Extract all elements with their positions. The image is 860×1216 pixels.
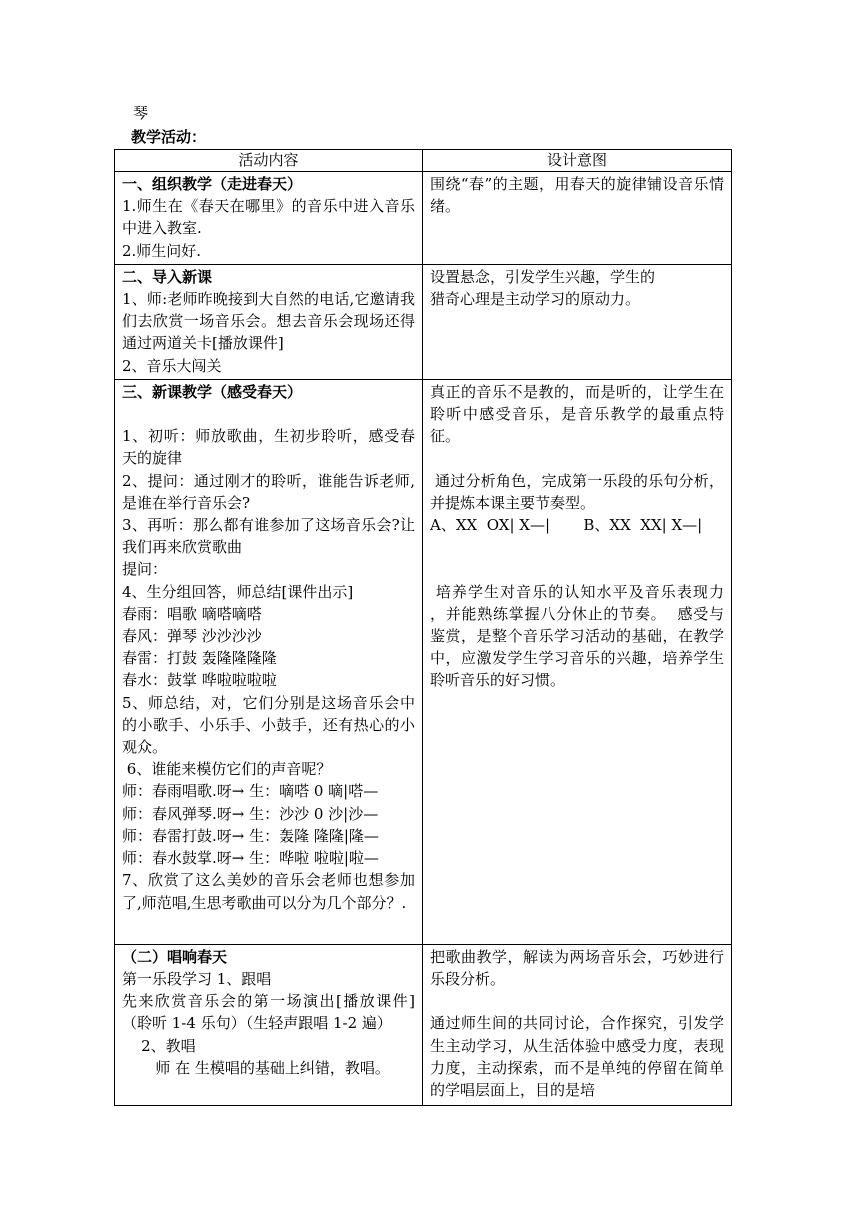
text-line: 春雷：打鼓 轰隆隆隆隆 <box>122 649 277 668</box>
section-heading: 教学活动： <box>131 128 207 146</box>
text-line <box>430 447 724 469</box>
text-line: 围绕“春”的主题，用春天的旋律铺设音乐情绪。 <box>430 175 724 216</box>
text-line <box>122 403 415 425</box>
section-title: （二）唱响春天 <box>122 947 228 966</box>
text-line <box>430 558 724 580</box>
table-header-row <box>115 150 732 172</box>
text-line: 真正的音乐不是教的，而是听的，让学生在聆听中感受音乐，是音乐教学的最重点特征。 <box>430 382 724 446</box>
text-line: A、XX OX| X—| B、XX XX| X—| <box>430 516 703 535</box>
text-line: 通过分析角色，完成第一乐段的乐句分析，并提炼本课主要节奏型。 <box>430 471 724 512</box>
text-line: 3、再听：那么都有谁参加了这场音乐会?让我们再来欣赏歌曲 <box>122 516 415 557</box>
text-line: 培养学生对音乐的认知水平及音乐表现力 ，并能熟练掌握八分休止的节奏。 感受与鉴赏，是整个音乐学习活动的基础，在教学中，应激发学生学习音乐的兴趣，培养学生聆听音乐的好习惯。 <box>430 582 729 690</box>
text-line: 春水：鼓掌 哗啦啦啦啦 <box>122 671 277 690</box>
section-title: 三、新课教学（感受春天） <box>122 382 303 401</box>
text-line: 春风：弹琴 沙沙沙沙 <box>122 627 262 646</box>
text-line: 1、师:老师昨晚接到大自然的电话,它邀请我们去欣赏一场音乐会。想去音乐会现场还得通过两道关卡[播放课件] <box>122 290 415 353</box>
text-line: 6、谁能来模仿它们的声音呢？ <box>122 760 332 779</box>
activity-content-cell <box>115 379 423 944</box>
text-line: 2.师生问好. <box>122 241 202 260</box>
activity-content-cell <box>115 264 423 379</box>
text-line: 师：春雷打鼓.呀→ 生：轰隆 隆隆|隆— <box>122 826 379 845</box>
text-line <box>430 536 724 558</box>
table-row <box>115 379 732 944</box>
teaching-activities-table <box>114 149 732 1106</box>
design-intent-cell <box>423 379 732 944</box>
text-line: 2、教唱 <box>122 1036 196 1055</box>
table-row <box>115 944 732 1105</box>
header-activity-content: 活动内容 <box>115 150 423 172</box>
text-line: 2、提问：通过刚才的聆听，谁能告诉老师,是谁在举行音乐会? <box>122 471 415 512</box>
design-intent-cell <box>423 264 732 379</box>
header-design-intent: 设计意图 <box>423 150 732 172</box>
text-line: 把歌曲教学，解读为两场音乐会，巧妙进行乐段分析。 <box>430 947 724 989</box>
activity-content-cell <box>115 172 423 265</box>
table-body <box>115 172 732 1106</box>
text-line: 春雨：唱歌 嘀嗒嘀嗒 <box>122 604 262 623</box>
text-line: 先来欣赏音乐会的第一场演出[播放课件]（聆听 1-4 乐句）（生轻声跟唱 1-2 遍） <box>122 992 415 1033</box>
preceding-text-fragment: 琴 <box>133 104 149 122</box>
text-line: 2、音乐大闯关 <box>122 356 222 375</box>
text-line <box>430 990 724 1012</box>
text-line: 提问： <box>122 560 168 579</box>
text-line: 1.师生在《春天在哪里》的音乐中进入音乐中进入教室. <box>122 197 415 238</box>
table-row <box>115 264 732 379</box>
text-line: 4、生分组回答，师总结[课件出示] <box>122 582 354 601</box>
text-line: 第一乐段学习 1、跟唱 <box>122 970 272 989</box>
text-line: 5、师总结，对，它们分别是这场音乐会中的小歌手、小乐手、小鼓手，还有热心的小观众。 <box>122 693 415 757</box>
text-line: 师：春雨唱歌.呀→ 生：嘀嗒 0 嘀|嗒— <box>122 782 379 801</box>
text-line: 猎奇心理是主动学习的原动力。 <box>430 290 641 309</box>
design-intent-cell <box>423 172 732 265</box>
design-intent-cell <box>423 944 732 1105</box>
text-line: 设置悬念，引发学生兴趣，学生的 <box>430 267 656 286</box>
text-line: 通过师生间的共同讨论，合作探究，引发学生主动学习，从生活体验中感受力度，表现力度，主动探索，而不是单纯的停留在简单的学唱层面上，目的是培 <box>430 1014 724 1100</box>
section-title: 一、组织教学（走进春天） <box>122 175 303 193</box>
text-line: 师 在 生模唱的基础上纠错，教唱。 <box>122 1058 390 1077</box>
text-line: 师：春风弹琴.呀→ 生：沙沙 0 沙|沙— <box>122 804 379 823</box>
section-title: 二、导入新课 <box>122 267 213 286</box>
activity-content-cell <box>115 944 423 1105</box>
table-row <box>115 172 732 265</box>
text-line: 师：春水鼓掌.呀→ 生：哗啦 啦啦|啦— <box>122 849 379 868</box>
text-line: 1、初听：师放歌曲，生初步聆听，感受春天的旋律 <box>122 427 415 468</box>
text-line: 7、欣赏了这么美妙的音乐会老师也想参加了,师范唱,生思考歌曲可以分为几个部分？. <box>122 871 415 912</box>
